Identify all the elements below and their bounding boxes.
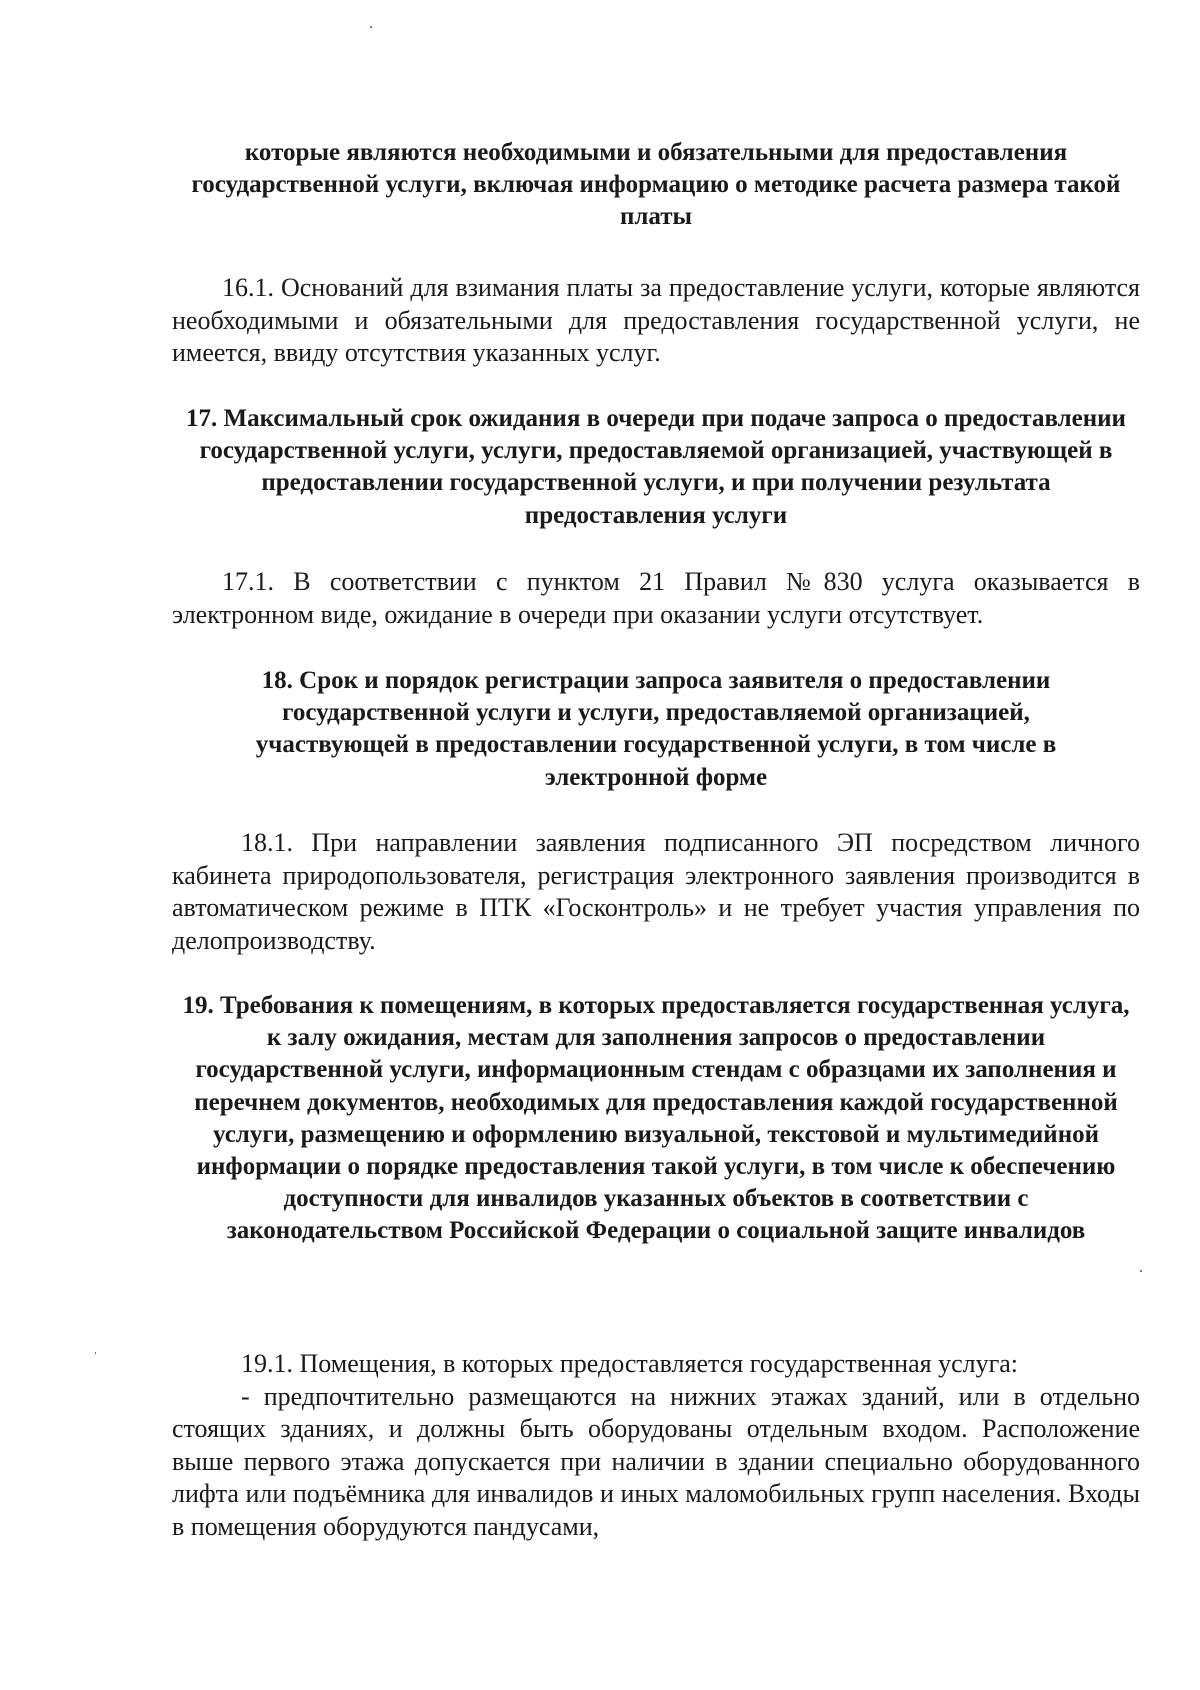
section-19-paragraph-block bbox=[172, 1348, 1140, 1543]
section-17-paragraph: 17.1. В соответствии с пунктом 21 Правил №830 услуга оказывается в электронном виде, ожидание в очереди при оказании услуги отсутствует. bbox=[172, 567, 1140, 629]
section-16-paragraph-block bbox=[172, 272, 1140, 370]
section-19-heading: 19. Требования к помещениям, в которых предоставляется государственная услуга, к залу ожидания, местам для заполнения запросов о предоставлении государственной услуги, информационным стендам с образцами их заполнения и перечнем документов, необходимых для предоставления каждой государственной услуги, размещению и оформлению визуальной, текстовой и мультимедийной информации о порядке предоставления такой услуги, в том числе к обеспечению доступности для инвалидов указанных объектов в соответствии с законодательством Российской Федерации о социальной защите инвалидов bbox=[182, 992, 1130, 1245]
section-18-heading-block bbox=[172, 665, 1140, 794]
scan-speck bbox=[95, 1352, 96, 1354]
section-17-heading-block bbox=[172, 403, 1140, 532]
section-17-paragraph-block bbox=[172, 566, 1140, 631]
section-16-heading-block bbox=[172, 137, 1140, 234]
section-16-heading: которые являются необходимыми и обязательными для предоставления государственной услуги, включая информацию о методике расчета размера такой платы bbox=[191, 139, 1121, 231]
section-19-intro: 19.1. Помещения, в которых предоставляется государственная услуга: bbox=[241, 1349, 1019, 1378]
section-16-paragraph: 16.1. Оснований для взимания платы за предоставление услуги, которые являются необходимыми и обязательными для предоставления государственной услуги, не имеется, ввиду отсутствия указанных услуг. bbox=[172, 273, 1140, 367]
section-18-paragraph-block bbox=[172, 827, 1140, 957]
section-19-list-item: - предпочтительно размещаются на нижних этажах зданий, или в отдельно стоящих зданиях, и должны быть оборудованы отдельным входом. Расположение выше первого этажа допускается при наличии в здании специально оборудованного лифта или подъёмника для инвалидов и иных маломобильных групп населения. Входы в помещения оборудуются пандусами, bbox=[172, 1381, 1140, 1541]
section-17-heading: 17. Максимальный срок ожидания в очереди при подаче запроса о предоставлении государственной услуги, услуги, предоставляемой организацией, участвующей в предоставлении государственной услуги, и при получении результата предоставления услуги bbox=[186, 405, 1126, 529]
section-19-heading-block bbox=[172, 990, 1140, 1248]
section-18-heading: 18. Срок и порядок регистрации запроса заявителя о предоставлении государственной услуги и услуги, предоставляемой организацией, участвующей в предоставлении государственной услуги, в том числе в электронной форме bbox=[255, 667, 1057, 791]
section-18-paragraph: 18.1. При направлении заявления подписанного ЭП посредством личного кабинета природопользователя, регистрация электронного заявления производится в автоматическом режиме в ПТК «Госконтроль» и не требует участия управления по делопроизводству. bbox=[172, 828, 1140, 955]
scan-speck bbox=[370, 26, 372, 28]
scan-speck bbox=[1140, 1270, 1142, 1272]
